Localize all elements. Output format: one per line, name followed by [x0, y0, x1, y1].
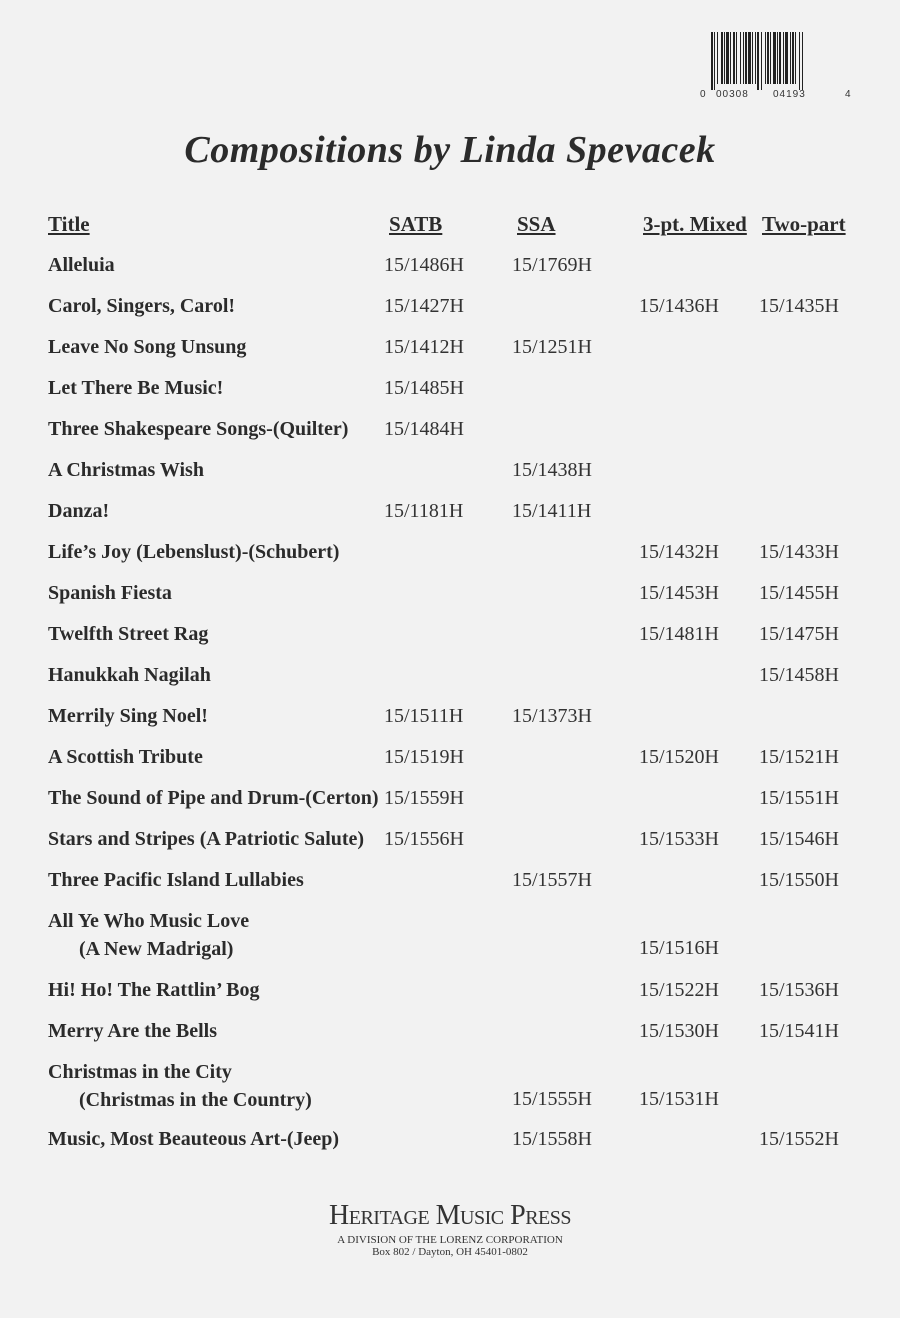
catalog-number-two-part: 15/1541H: [759, 1020, 839, 1042]
catalog-number-three-pt: 15/1530H: [639, 1020, 719, 1042]
row-title-line: Three Shakespeare Songs-(Quilter): [48, 418, 349, 440]
catalog-number-two-part: 15/1458H: [759, 664, 839, 686]
barcode-digit-check: 4: [845, 89, 852, 100]
row-title-line: Life’s Joy (Lebenslust)-(Schubert): [48, 541, 340, 563]
barcode-bar: [711, 32, 713, 90]
row-title-subline: (A New Madrigal): [79, 938, 234, 960]
catalog-number-three-pt: 15/1533H: [639, 828, 719, 850]
row-title: [48, 664, 211, 687]
row-title: [48, 787, 379, 810]
row-title: [48, 623, 208, 646]
catalog-number-ssa: 15/1769H: [512, 254, 592, 276]
row-title-line: All Ye Who Music Love: [48, 910, 250, 932]
catalog-number-two-part: 15/1536H: [759, 979, 839, 1001]
barcode-bar: [743, 32, 744, 84]
catalog-number-three-pt: 15/1481H: [639, 623, 719, 645]
barcode-bar: [773, 32, 776, 84]
row-title-line: Hanukkah Nagilah: [48, 664, 211, 686]
row-title-line: The Sound of Pipe and Drum-(Certon): [48, 787, 379, 809]
catalog-number-satb: 15/1559H: [384, 787, 464, 809]
barcode: [711, 32, 836, 90]
barcode-bar: [770, 32, 771, 84]
barcode-bar: [745, 32, 747, 84]
catalog-number-two-part: 15/1546H: [759, 828, 839, 850]
row-title-line: Stars and Stripes (A Patriotic Salute): [48, 828, 365, 850]
publisher-address: Box 802 / Dayton, OH 45401-0802: [372, 1246, 528, 1258]
publisher-name: Heritage Music Press: [329, 1200, 571, 1231]
row-title-line: A Scottish Tribute: [48, 746, 203, 768]
barcode-bar: [785, 32, 788, 84]
barcode-bar: [714, 32, 715, 90]
row-title-subline: (Christmas in the Country): [79, 1089, 312, 1111]
catalog-number-two-part: 15/1455H: [759, 582, 839, 604]
barcode-bar: [726, 32, 729, 84]
barcode-bar: [792, 32, 794, 84]
catalog-number-three-pt: 15/1531H: [639, 1088, 719, 1110]
catalog-number-ssa: 15/1555H: [512, 1088, 592, 1110]
row-title-line: Carol, Singers, Carol!: [48, 295, 236, 317]
catalog-number-two-part: 15/1475H: [759, 623, 839, 645]
barcode-bar: [767, 32, 769, 84]
row-title-line: Christmas in the City: [48, 1061, 232, 1083]
catalog-number-satb: 15/1485H: [384, 377, 464, 399]
row-title: [48, 459, 204, 482]
row-title-line: Hi! Ho! The Rattlin’ Bog: [48, 979, 260, 1001]
catalog-number-two-part: 15/1551H: [759, 787, 839, 809]
catalog-number-three-pt: 15/1432H: [639, 541, 719, 563]
catalog-number-three-pt: 15/1453H: [639, 582, 719, 604]
row-title-line: A Christmas Wish: [48, 459, 204, 481]
catalog-number-satb: 15/1412H: [384, 336, 464, 358]
barcode-bar: [755, 32, 756, 84]
barcode-bar: [736, 32, 737, 84]
row-title: [48, 541, 339, 564]
barcode-bar: [724, 32, 725, 84]
row-title-line: Three Pacific Island Lullabies: [48, 869, 304, 891]
barcode-bar: [802, 32, 803, 90]
publisher-block: [300, 1200, 600, 1258]
catalog-number-ssa: 15/1557H: [512, 869, 592, 891]
row-title: [48, 377, 223, 400]
barcode-bar: [740, 32, 741, 84]
catalog-number-three-pt: 15/1516H: [639, 937, 719, 959]
row-title: [48, 910, 249, 961]
catalog-number-satb: 15/1511H: [384, 705, 464, 727]
catalog-number-two-part: 15/1552H: [759, 1128, 839, 1150]
row-title: [48, 828, 364, 851]
catalog-number-satb: 15/1519H: [384, 746, 464, 768]
row-title: [48, 869, 304, 892]
barcode-digits-left: 00308: [716, 89, 749, 100]
row-title-line: Danza!: [48, 500, 110, 522]
catalog-number-ssa: 15/1411H: [512, 500, 592, 522]
row-title: [48, 1020, 217, 1043]
page-title: Compositions by Linda Spevacek: [184, 129, 716, 171]
barcode-digit-lead: 0: [700, 89, 707, 100]
catalog-number-two-part: 15/1433H: [759, 541, 839, 563]
row-title-line: Leave No Song Unsung: [48, 336, 247, 358]
row-title: [48, 254, 115, 277]
row-title: [48, 746, 203, 769]
row-title-line: Spanish Fiesta: [48, 582, 172, 604]
barcode-bar: [717, 32, 718, 84]
catalog-number-two-part: 15/1435H: [759, 295, 839, 317]
barcode-bar: [757, 32, 759, 90]
column-header-satb: SATB: [389, 212, 443, 236]
barcode-bar: [783, 32, 784, 84]
barcode-bar: [721, 32, 723, 84]
barcode-bar: [748, 32, 751, 84]
row-title: [48, 500, 109, 523]
row-title-line: Twelfth Street Rag: [48, 623, 209, 645]
barcode-bars: [711, 32, 836, 90]
barcode-bar: [777, 32, 778, 84]
barcode-bar: [752, 32, 753, 84]
column-header-3pt-mixed: 3-pt. Mixed: [643, 212, 747, 236]
barcode-bar: [761, 32, 762, 90]
row-title-line: Let There Be Music!: [48, 377, 224, 399]
row-title: [48, 1128, 339, 1151]
row-title-line: Merrily Sing Noel!: [48, 705, 208, 727]
catalog-number-ssa: 15/1373H: [512, 705, 592, 727]
catalog-number-satb: 15/1427H: [384, 295, 464, 317]
barcode-bar: [779, 32, 781, 84]
barcode-bar: [790, 32, 791, 84]
row-title: [48, 418, 348, 441]
row-title: [48, 582, 172, 605]
row-title: [48, 336, 246, 359]
row-title: [48, 705, 208, 728]
barcode-bar: [765, 32, 766, 84]
column-header-two-part: Two-part: [762, 212, 846, 236]
catalog-number-satb: 15/1181H: [384, 500, 464, 522]
catalog-number-three-pt: 15/1522H: [639, 979, 719, 1001]
column-header-ssa: SSA: [517, 212, 556, 236]
row-title-line: Music, Most Beauteous Art-(Jeep): [48, 1128, 340, 1150]
catalog-number-ssa: 15/1251H: [512, 336, 592, 358]
column-header-title: Title: [48, 212, 90, 236]
catalog-number-satb: 15/1486H: [384, 254, 464, 276]
barcode-digits-right: 04193: [773, 89, 806, 100]
catalog-number-satb: 15/1484H: [384, 418, 464, 440]
row-title: [48, 1061, 312, 1112]
row-title: [48, 979, 259, 1002]
row-title-line: Alleluia: [48, 254, 115, 276]
publisher-division: A DIVISION OF THE LORENZ CORPORATION: [337, 1234, 563, 1246]
row-title-line: Merry Are the Bells: [48, 1020, 218, 1042]
barcode-bar: [795, 32, 796, 84]
catalog-number-three-pt: 15/1520H: [639, 746, 719, 768]
catalog-number-satb: 15/1556H: [384, 828, 464, 850]
barcode-bar: [799, 32, 800, 90]
barcode-bar: [733, 32, 735, 84]
catalog-number-three-pt: 15/1436H: [639, 295, 719, 317]
row-title: [48, 295, 235, 318]
catalog-number-two-part: 15/1521H: [759, 746, 839, 768]
catalog-number-two-part: 15/1550H: [759, 869, 839, 891]
catalog-number-ssa: 15/1438H: [512, 459, 592, 481]
barcode-bar: [730, 32, 731, 84]
catalog-number-ssa: 15/1558H: [512, 1128, 592, 1150]
